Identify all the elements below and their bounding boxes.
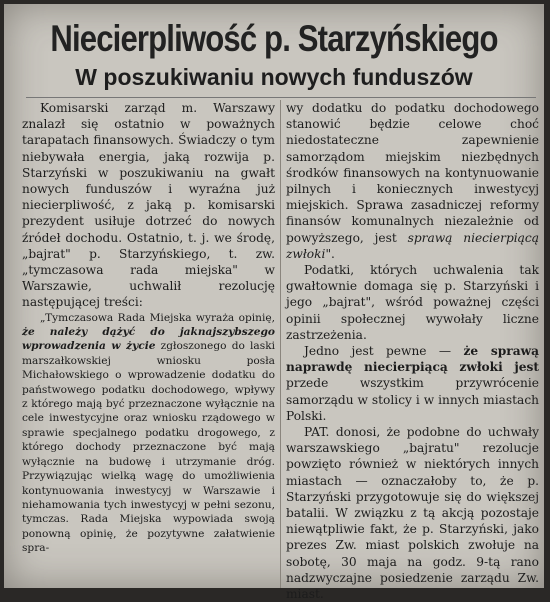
subheadline: W poszukiwaniu nowych funduszów: [75, 64, 473, 90]
quote-text: zgłoszonego do laski marszałkowskiej wniosku posła Michałowskiego o wprowadzenie dodatku do państwowego podatku dochodowego, wpływy z którego mają być przeznaczone wyłącznie na cele inwestycyjne oraz wniosku rządowego w sprawie specjalnego podatku drogowego, z którego dochody przeznaczone być mają wyłącznie na budowę i utrzymanie dróg. Przywiązując wielką wagę do umożliwienia kontynuowania inwestycyj w Warszawie i niehamowania tych inwestycyj w pełni sezonu, tymczas. Rada Miejska wypowiada swoją ponowną opinię, że pozytywne załatwienie spra-: [22, 340, 275, 555]
quote-emphasis: że należy dążyć do jaknajszybszego wprowadzenia w życie: [22, 326, 275, 353]
paragraph: Podatki, których uchwalenia tak gwałtownie domaga się p. Starzyński i jego „bajrat", wśród poważnej części opinii społecznej wywołały liczne zastrzeżenia.: [286, 263, 539, 342]
paragraph: Komisarski zarząd m. Warszawy znalazł się ostatnio w poważnych tarapatach finansowych. Świadczy o tym niebywała energia, jaką rozwija p. Starzyński w poszukiwaniu na gwałt nowych funduszów i wyraźna już niecierpliwość, z jaką p. komisarski prezydent usiłuje dotrzeć do nowych źródeł dochodu. Ostatnio, t. j. we środę, „bajrat" p. Starzyńskiego, t. zw. „tymczasowa rada miejska" w Warszawie, uchwalił rezolucję następującej treści:: [22, 101, 275, 310]
left-column: [22, 100, 275, 588]
newspaper-clipping: [4, 4, 544, 602]
paragraph: [286, 100, 539, 262]
header-rule: [26, 97, 536, 98]
paragraph-text: wy dodatku do podatku dochodowego stanowić będzie celowe choć niedostateczne zapewnienie samorządom miejskim niezbędnych środków finansowych na kontynuowanie pilnych i koniecznych inwestycyj miejskich. Sprawa zasadniczej reformy finansów komunalnych niezależnie od powyższego, jest: [286, 101, 539, 245]
paragraph-text: Jedno jest pewne —: [304, 344, 464, 359]
column-divider: [280, 100, 281, 588]
headline: Niecierpliwość p. Starzyńskiego: [50, 18, 498, 59]
right-column: [286, 100, 540, 602]
paragraph-text: przede wszystkim przywrócenie samorządu w stolicy i w innych miastach Polski.: [286, 376, 539, 423]
paragraph: PAT. donosi, że podobne do uchwały warszawskiego „bajratu" rezolucje powzięto również w niektórych innych miastach — oznaczałoby to, że p. Starzyński przygotowuje się do większej batalii. W związku z tą akcją pozostaje niewątpliwie fakt, że p. Starzyński, jako prezes Zw. miast polskich zwołuje na sobotę, 30 maja na godz. 9-tą rano nadzwyczajne posiedzenie zarządu Zw. miast.: [286, 425, 539, 602]
paragraph: [286, 343, 539, 424]
paragraph-emphasis: sprawą niecierpiącą zwłoki: [286, 230, 540, 261]
quote-text: „Tymczasowa Rada Miejska wyraża opinię,: [40, 311, 275, 324]
paragraph-text: ".: [325, 246, 335, 261]
paragraph-emphasis: że sprawą naprawdę niecierpiącą zwłoki jest: [286, 344, 540, 375]
quoted-resolution: [22, 311, 275, 556]
